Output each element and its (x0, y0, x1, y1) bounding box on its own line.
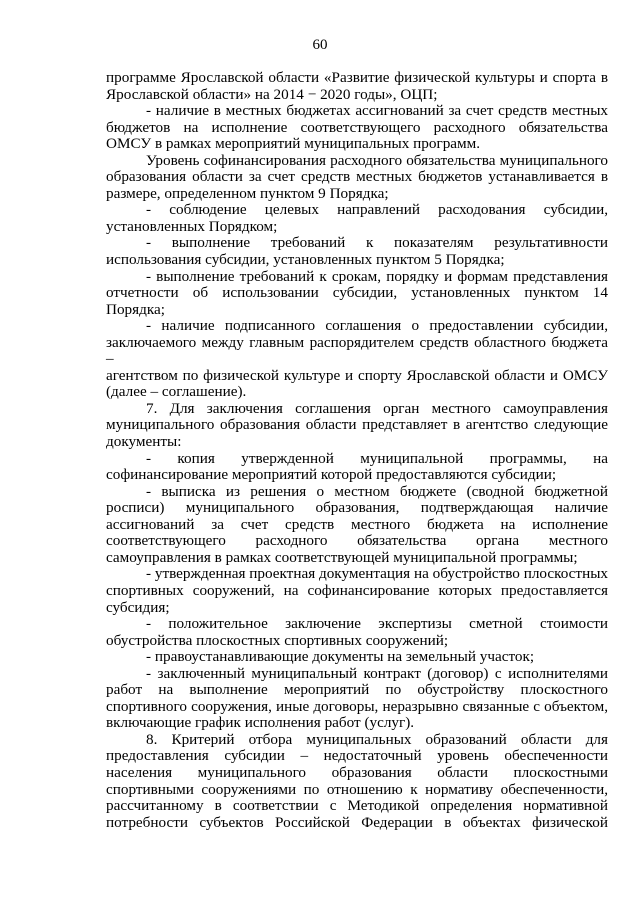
text-line: муниципального образования области представляет в агентство следующие (106, 416, 608, 434)
text-line: - заключенный муниципальный контракт (договор) с исполнителями (146, 664, 608, 682)
text-line: документы: (106, 433, 182, 451)
text-line: населения муниципального образования области плоскостными (106, 763, 608, 781)
text-line: Ярославской области» на 2014 − 2020 годы», ОЦП; (106, 85, 438, 103)
text-line: 7. Для заключения соглашения орган местного самоуправления (146, 399, 608, 417)
text-line: - наличие подписанного соглашения о предоставлении субсидии, (146, 317, 608, 335)
text-line: ассигнований за счет средств местного бюджета на исполнение (106, 515, 608, 533)
text-line: обустройства плоскостных спортивных сооружений; (106, 631, 449, 649)
text-line: спортивными сооружениями по отношению к нормативу обеспеченности, (106, 780, 608, 798)
document-body (106, 70, 608, 831)
text-line: использования субсидии, установленных пунктом 5 Порядка; (106, 251, 505, 269)
text-line: рассчитанному в соответствии с Методикой определения нормативной (106, 797, 608, 815)
text-line: росписи) муниципального образования, подтверждающая наличие (106, 499, 608, 517)
text-line: - правоустанавливающие документы на земельный участок; (146, 648, 535, 666)
text-line: (далее – соглашение). (106, 383, 247, 401)
text-line: заключаемого между главным распорядителем средств областного бюджета – (106, 333, 608, 368)
text-line: - соблюдение целевых направлений расходования субсидии, (146, 201, 608, 219)
text-line: - выполнение требований к показателям результативности (146, 234, 608, 252)
text-line: ОМСУ в рамках мероприятий муниципальных программ. (106, 135, 481, 153)
text-line: 8. Критерий отбора муниципальных образований области для (146, 730, 608, 748)
text-line: самоуправления в рамках соответствующей муниципальной программы; (106, 548, 578, 566)
text-line: - утвержденная проектная документация на обустройство плоскостных (146, 565, 608, 583)
text-line: - копия утвержденной муниципальной программы, на (146, 449, 608, 467)
text-line: потребности субъектов Российской Федерации в объектах физической (106, 813, 608, 831)
text-line: софинансирование мероприятий которой предоставляются субсидии; (106, 466, 557, 484)
text-line: - выполнение требований к срокам, порядку и формам представления (146, 267, 608, 285)
text-line: бюджетов на исполнение соответствующего расходного обязательства (106, 118, 608, 136)
text-line: - положительное заключение экспертизы сметной стоимости (146, 615, 608, 633)
text-line: соответствующего расходного обязательства органа местного (106, 532, 608, 550)
text-line: включающие график исполнения работ (услуг). (106, 714, 415, 732)
text-line: отчетности об использовании субсидии, установленных пунктом 14 Порядка; (106, 284, 608, 318)
text-line: установленных Порядком; (106, 217, 278, 235)
text-line: Уровень софинансирования расходного обязательства муниципального (146, 151, 608, 169)
text-line: агентством по физической культуре и спорту Ярославской области и ОМСУ (106, 366, 608, 384)
text-line: образования области за счет средств местных бюджетов устанавливается в (106, 168, 608, 186)
text-line: размере, определенном пунктом 9 Порядка; (106, 184, 389, 202)
page-number: 60 (312, 37, 328, 53)
text-line: - наличие в местных бюджетах ассигнований за счет средств местных (146, 102, 608, 120)
text-line: спортивных сооружений, на софинансирование которых предоставляется (106, 581, 608, 599)
text-line: субсидия; (106, 598, 170, 616)
text-line: программе Ярославской области «Развитие физической культуры и спорта в (106, 69, 608, 86)
text-line: работ на выполнение мероприятий по обустройству плоскостного (106, 681, 608, 699)
text-line: спортивного сооружения, иные договоры, неразрывно связанные с объектом, (106, 697, 608, 715)
text-line: - выписка из решения о местном бюджете (сводной бюджетной (146, 482, 608, 500)
text-line: предоставления субсидии – недостаточный уровень обеспеченности (106, 747, 608, 765)
